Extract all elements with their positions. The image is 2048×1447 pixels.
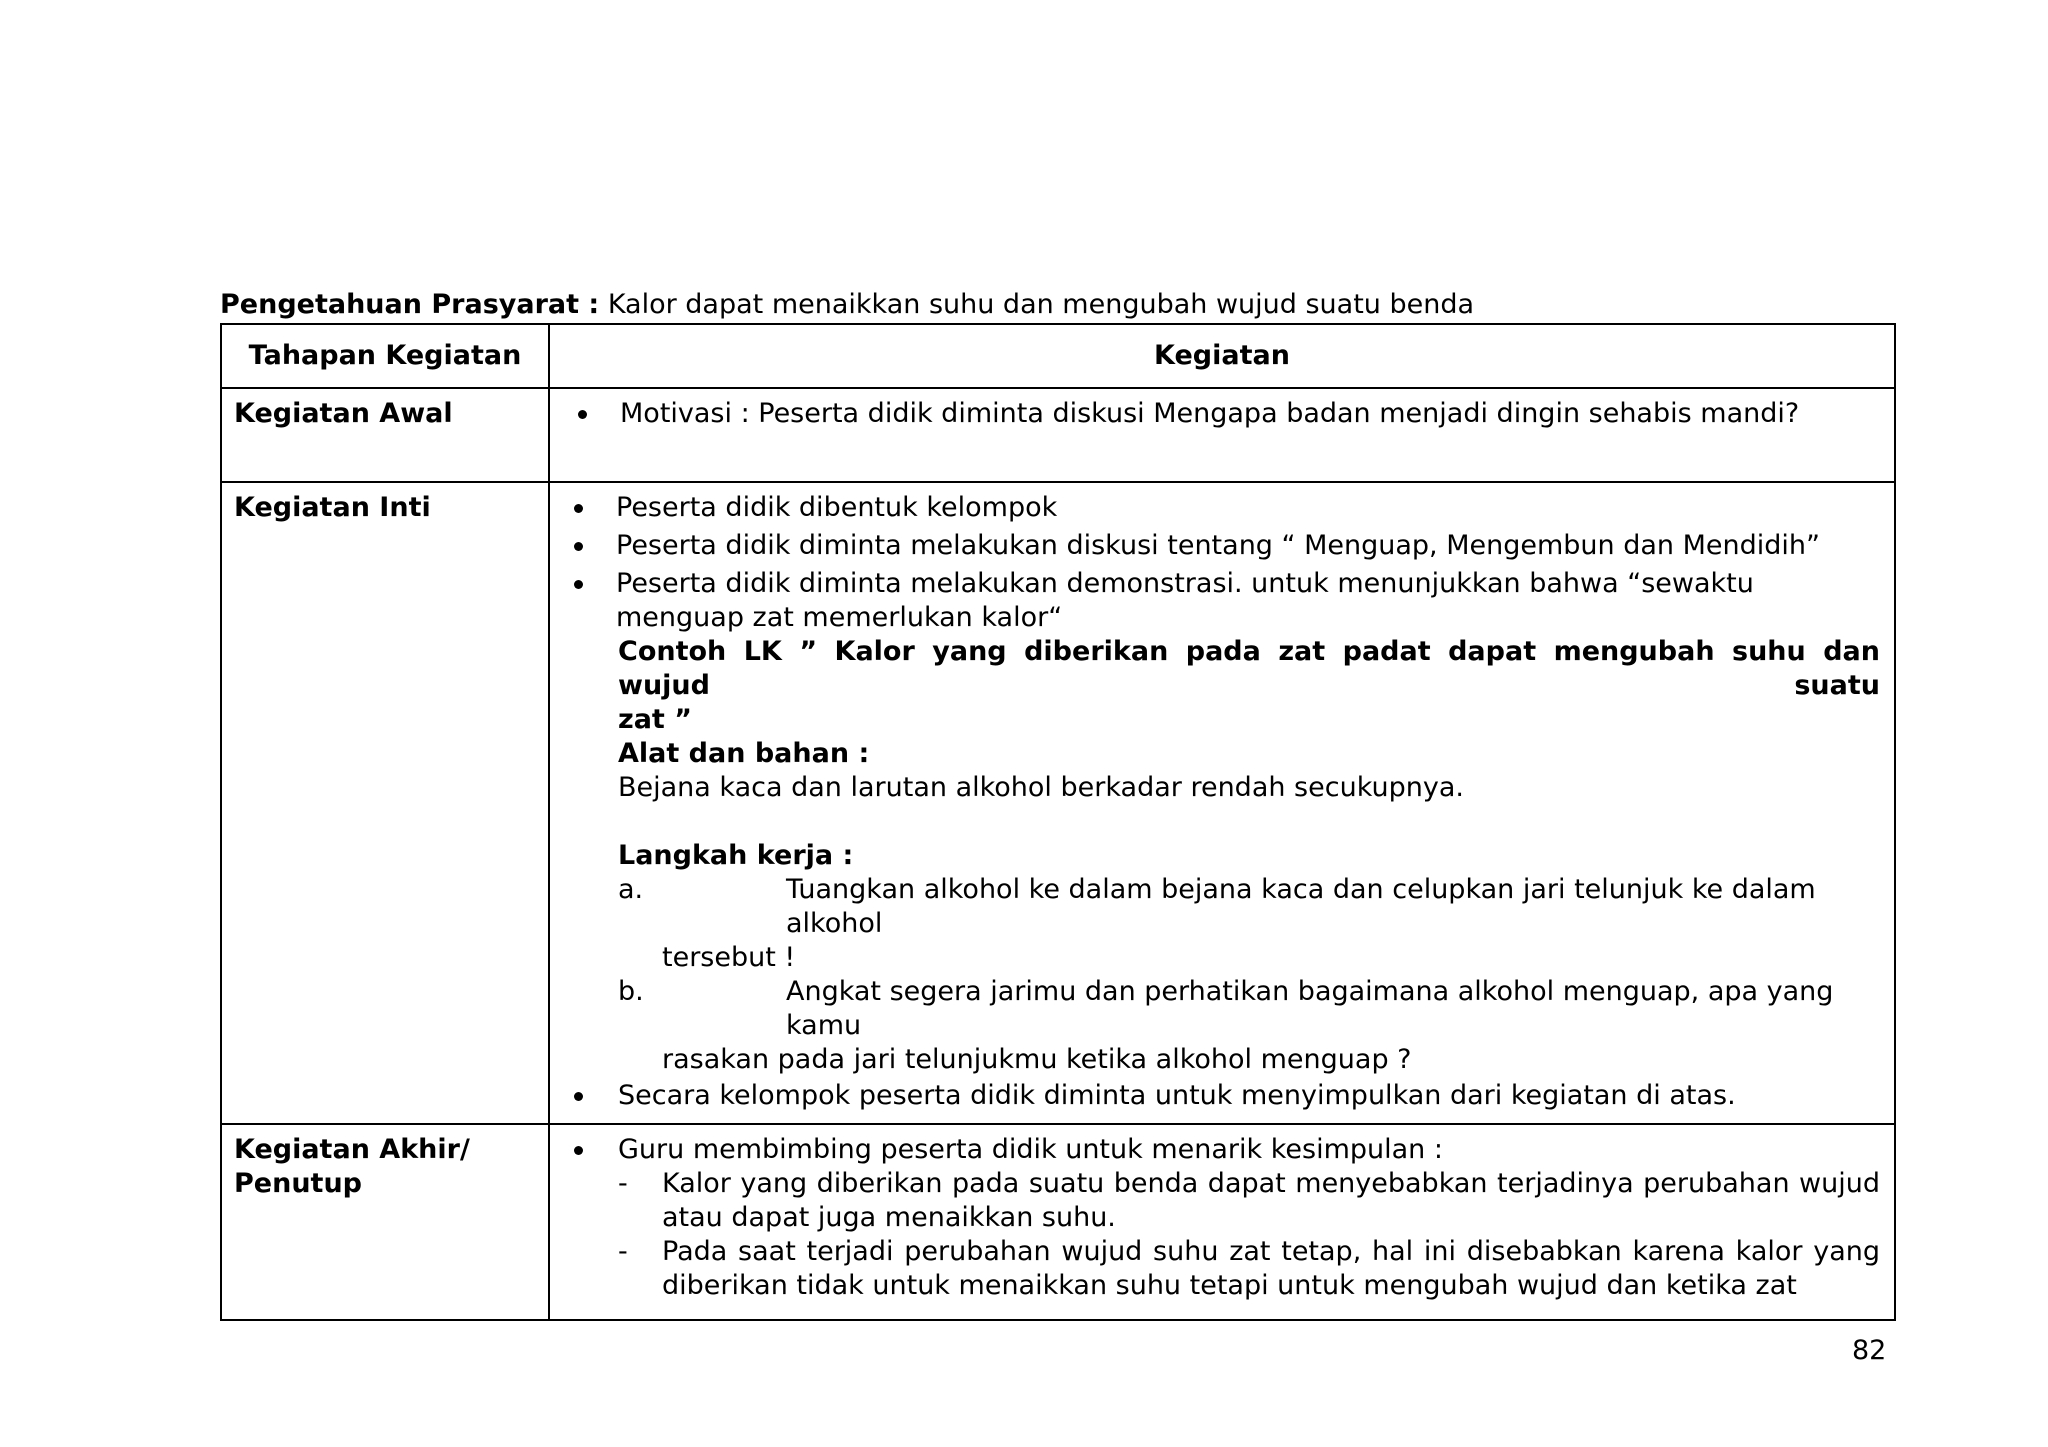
prerequisite-text: Kalor dapat menaikkan suhu dan mengubah wujud suatu benda — [599, 289, 1475, 320]
prerequisite-line — [220, 287, 1474, 323]
worksheet-block — [562, 635, 1880, 873]
step-marker: b. — [618, 976, 644, 1007]
activity-table — [220, 323, 1896, 1321]
step-text-line1: Tuangkan alkohol ke dalam bejana kaca dan celupkan jari telunjuk ke dalam alkohol — [786, 874, 1816, 939]
step-text-line2: rasakan pada jari telunjukmu ketika alkohol menguap ? — [662, 1044, 1412, 1075]
stage-akhir-line1: Kegiatan Akhir/ — [234, 1134, 470, 1165]
list-item: Peserta didik diminta melakukan diskusi tentang “ Menguap, Mengembun dan Mendidih” — [562, 529, 1880, 563]
activity-inti — [549, 482, 1895, 1124]
list-item: Peserta didik dibentuk kelompok — [562, 491, 1880, 525]
spacer — [618, 805, 1880, 839]
stage-awal: Kegiatan Awal — [221, 388, 549, 482]
conclusion-point — [562, 1235, 1880, 1303]
activity-akhir — [549, 1124, 1895, 1320]
prerequisite-label: Pengetahuan Prasyarat : — [220, 289, 600, 320]
conclusion-text: Kalor yang diberikan pada suatu benda dapat menyebabkan terjadinya perubahan wujud atau dapat juga menaikkan suhu. — [662, 1168, 1880, 1233]
step-item — [562, 873, 1880, 975]
conclusion-point — [562, 1167, 1880, 1235]
table-row — [221, 388, 1895, 482]
tools-text: Bejana kaca dan larutan alkohol berkadar rendah secukupnya. — [618, 772, 1464, 803]
dash-marker: - — [618, 1168, 628, 1199]
step-marker: a. — [618, 874, 644, 905]
steps-label: Langkah kerja : — [618, 840, 854, 871]
list-item: Guru membimbing peserta didik untuk menarik kesimpulan : — [562, 1133, 1880, 1167]
header-activity: Kegiatan — [549, 324, 1895, 388]
dash-marker: - — [618, 1236, 628, 1267]
header-stage: Tahapan Kegiatan — [221, 324, 549, 388]
tools-label: Alat dan bahan : — [618, 738, 870, 769]
worksheet-title-line2: zat ” — [618, 704, 692, 735]
list-item: Peserta didik diminta melakukan demonstrasi. untuk menunjukkan bahwa “sewaktu menguap zat memerlukan kalor“ — [562, 567, 1880, 635]
stage-akhir — [221, 1124, 549, 1320]
worksheet-title-line1: Contoh LK ” Kalor yang diberikan pada zat padat dapat mengubah suhu dan wujud suatu — [618, 636, 1880, 701]
table-row — [221, 1124, 1895, 1320]
stage-akhir-line2: Penutup — [234, 1168, 362, 1199]
list-item: Motivasi : Peserta didik diminta diskusi Mengapa badan menjadi dingin sehabis mandi? — [562, 397, 1880, 431]
step-item — [562, 975, 1880, 1077]
conclusion-text: Pada saat terjadi perubahan wujud suhu zat tetap, hal ini disebabkan karena kalor yang diberikan tidak untuk menaikkan suhu tetapi untuk mengubah wujud dan ketika zat — [662, 1236, 1880, 1301]
list-item: Secara kelompok peserta didik diminta untuk menyimpulkan dari kegiatan di atas. — [562, 1079, 1880, 1113]
step-text-line1: Angkat segera jarimu dan perhatikan bagaimana alkohol menguap, apa yang kamu — [786, 976, 1834, 1041]
stage-inti: Kegiatan Inti — [221, 482, 549, 1124]
page-number: 82 — [1852, 1335, 1887, 1366]
activity-awal — [549, 388, 1895, 482]
step-text-line2: tersebut ! — [662, 942, 796, 973]
table-header-row — [221, 324, 1895, 388]
table-row — [221, 482, 1895, 1124]
